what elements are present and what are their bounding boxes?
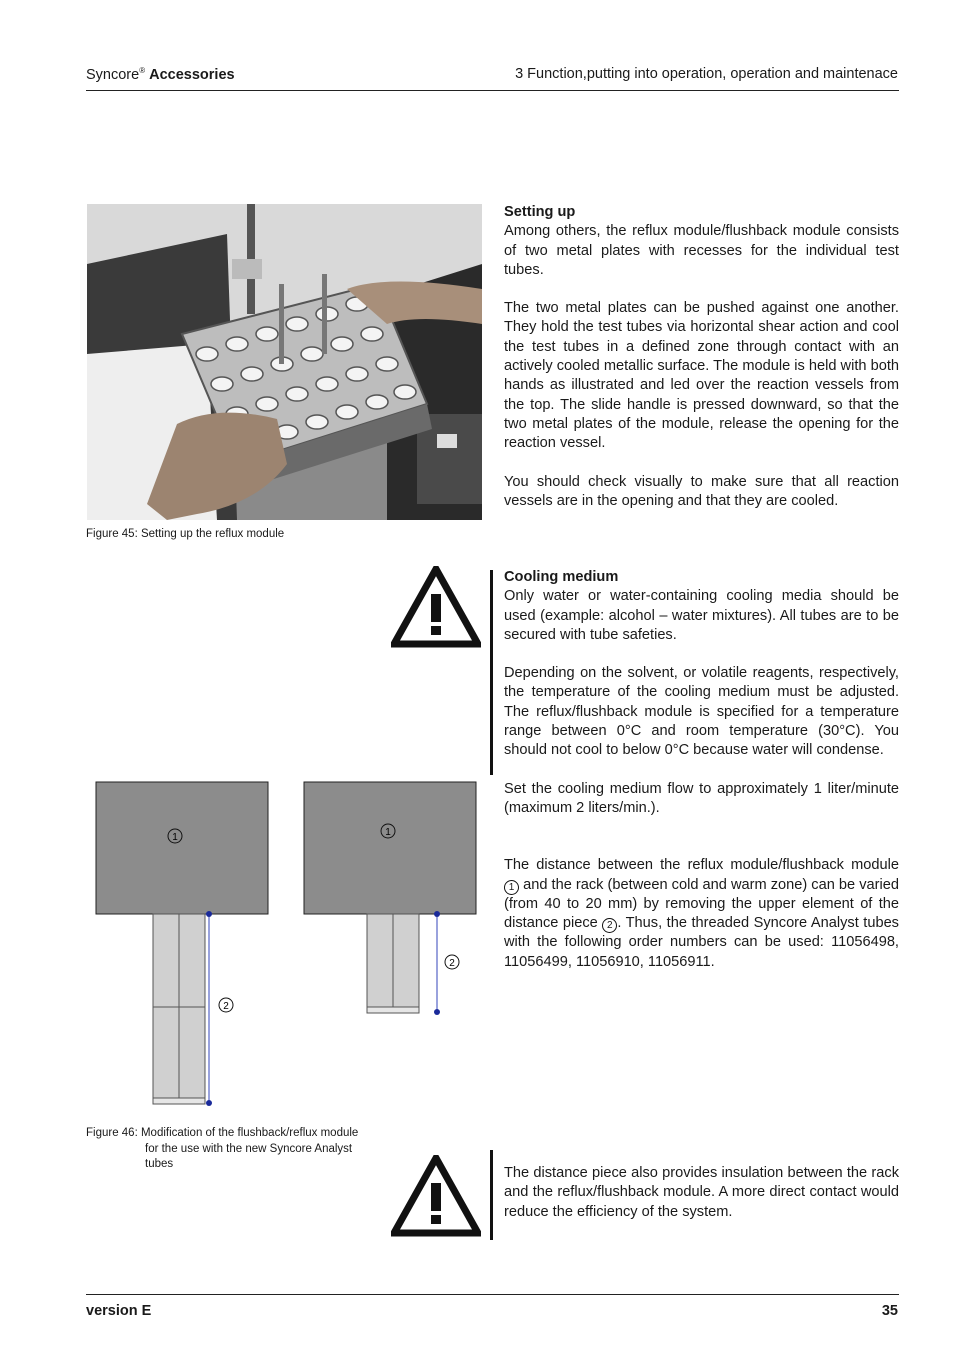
setting-up-paragraph-1: Among others, the reflux module/flushback module consists of two metal plates with recesses for the individual test tubes.: [504, 223, 899, 278]
cooling-paragraph-1: Only water or water-containing cooling media should be used (example: alcohol – water mixtures). All tubes are to be secured with tube safeties.: [504, 588, 899, 643]
cooling-p4-part-b: and the rack (between cold and warm zone) can be varied (from 40 to 20 mm) by removing the upper element of the distance piece: [504, 876, 899, 932]
setting-up-section: [504, 203, 899, 511]
callout-2-marker: 2: [602, 918, 617, 933]
figure-46-caption-line-1: Figure 46: Modification of the flushback/reflux module: [86, 1127, 359, 1139]
margin-bar: [490, 570, 493, 775]
registered-mark: ®: [139, 66, 146, 75]
figure-45-photo: [87, 204, 482, 520]
callout-1-marker: 1: [504, 880, 519, 895]
cooling-medium-heading: Cooling medium: [504, 569, 619, 585]
insulation-paragraph: The distance piece also provides insulation between the rack and the reflux/flushback module. A more direct contact would reduce the efficiency of the system.: [504, 1165, 899, 1220]
page-number: 35: [881, 1303, 898, 1319]
margin-bar-2: [490, 1150, 493, 1240]
svg-text:2: 2: [223, 1001, 229, 1012]
cooling-p4-part-c: . Thus, the threaded Syncore Analyst tubes with the following order numbers can be used: 11056498, 11056499, 11056910, 11056911.: [504, 915, 899, 970]
warning-triangle-icon-2: [391, 1155, 481, 1242]
section-name: Accessories: [149, 66, 235, 83]
figure-46-caption: [86, 1126, 396, 1173]
cooling-medium-section: [504, 568, 899, 972]
running-header-left: [86, 66, 235, 83]
figure-46-caption-line-3: tubes: [145, 1158, 174, 1170]
footer-rule: [86, 1294, 899, 1295]
setting-up-paragraph-3: You should check visually to make sure that all reaction vessels are in the opening and that they are cooled.: [504, 473, 899, 509]
header-rule: [86, 90, 899, 91]
setting-up-paragraph-2: The two metal plates can be pushed against one another. They hold the test tubes via horizontal shear action and cool the test tubes in a defined zone through contact with an actively cooled metallic surface. The module is held with both hands as illustrated and led over the reaction vessels from the top. The slide handle is pressed downward, so that the two metal plates of the module, release the opening for the reaction vessel.: [504, 300, 899, 452]
reflux-module-photo: [87, 204, 482, 520]
footer-version: version E: [86, 1303, 152, 1319]
cooling-paragraph-3: Set the cooling medium flow to approximately 1 liter/minute (maximum 2 liters/min.).: [504, 780, 899, 816]
svg-text:2: 2: [449, 958, 455, 969]
svg-text:1: 1: [385, 827, 391, 838]
insulation-section: [504, 1164, 899, 1222]
figure-45-caption: Figure 45: Setting up the reflux module: [86, 528, 285, 540]
figure-46-diagram: [90, 778, 490, 1118]
cooling-paragraph-4: [504, 856, 899, 972]
cooling-paragraph-2: Depending on the solvent, or volatile reagents, respectively, the temperature of the cooling medium must be adjusted. The reflux/flushback module is specified for a temperature range between 0°C and room temperature (30°C). You should not cool to below 0°C because water will condense.: [504, 665, 899, 759]
running-header-right: 3 Function,putting into operation, operation and maintenace: [515, 66, 898, 82]
warning-triangle-icon: [391, 566, 481, 653]
callout-2-left: [219, 998, 233, 1012]
setting-up-heading: Setting up: [504, 204, 576, 220]
callout-2-right: [445, 955, 459, 969]
cooling-p4-part-a: The distance between the reflux module/flushback module: [504, 857, 899, 874]
figure-46-caption-line-2: for the use with the new Syncore Analyst: [145, 1142, 353, 1155]
svg-text:1: 1: [172, 832, 178, 843]
brand-name: Syncore: [86, 66, 140, 83]
